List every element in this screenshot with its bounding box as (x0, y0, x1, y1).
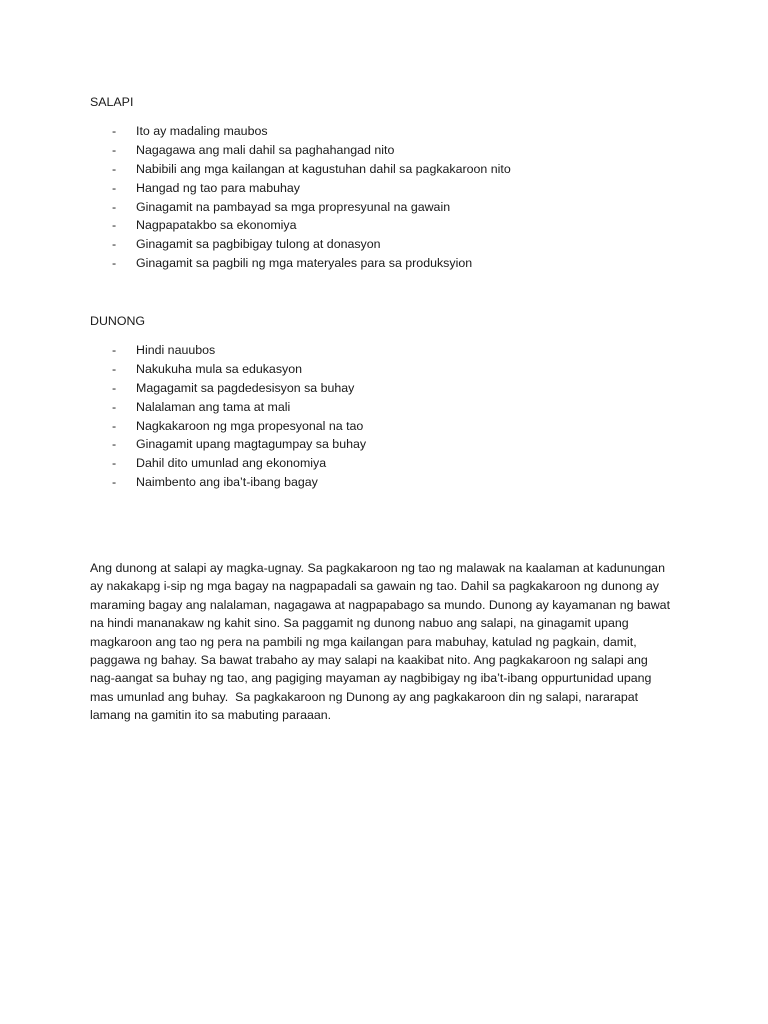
bullet-dash: - (112, 199, 117, 214)
bullet-dash: - (112, 124, 117, 138)
list-item-text: Hangad ng tao para mabuhay (136, 180, 300, 195)
list-item-text: Ginagamit upang magtagumpay sa buhay (136, 437, 367, 452)
paragraph-line: Ang dunong at salapi ay magka-ugnay. Sa pagkakaroon ng tao ng malawak na kaalaman at kadunungan (90, 561, 665, 575)
bullet-dash: - (112, 180, 117, 195)
list-item-text: Nagagawa ang mali dahil sa paghahangad nito (136, 142, 395, 157)
paragraph-line: magkaroon ang tao ng pera na pambili ng mga kailangan para mabuhay, katulad ng pagkain, damit, (90, 634, 637, 649)
bullet-dash: - (112, 380, 117, 395)
list-item-text: Nagpapatakbo sa ekonomiya (136, 218, 297, 233)
paragraph-line: paggawa ng bahay. Sa bawat trabaho ay may salapi na kaakibat nito. Ang pagkakaroon ng salapi ang (90, 652, 648, 667)
paragraph-line: nag-aangat sa buhay ng tao, ang pagiging mayaman ay nagbibigay ng iba’t-ibang oppurtunidad upang (90, 671, 652, 686)
paragraph-line: mas umunlad ang buhay. Sa pagkakaroon ng Dunong ay ang pagkakaroon din ng salapi, nararapat (90, 689, 639, 704)
list-item-text: Nabibili ang mga kailangan at kagustuhan dahil sa pagkakaroon nito (136, 161, 511, 176)
list-item-text: Nagkakaroon ng mga propesyonal na tao (136, 418, 364, 433)
paragraph-line: maraming bagay ang nalalaman, nagagawa at nagpapabago sa mundo. Dunong ay kayamanan ng bawat (90, 597, 671, 612)
dunong-heading: DUNONG (90, 314, 146, 328)
list-item-text: Nalalaman ang tama at mali (136, 399, 291, 414)
bullet-dash: - (112, 343, 117, 357)
bullet-dash: - (112, 418, 117, 433)
bullet-dash: - (112, 475, 117, 490)
bullet-dash: - (112, 161, 117, 176)
bullet-dash: - (112, 437, 117, 452)
paragraph-line: ay nakakapg i-sip ng mga bagay na nagpapadali sa gawain ng tao. Dahil sa pagkakaroon ng dunong ay (90, 579, 660, 594)
list-item-text: Naimbento ang iba’t-ibang bagay (136, 475, 318, 490)
bullet-dash: - (112, 399, 117, 414)
list-item-text: Dahil dito umunlad ang ekonomiya (136, 456, 327, 471)
salapi-heading: SALAPI (90, 95, 134, 109)
list-item-text: Ginagamit na pambayad sa mga propresyunal na gawain (136, 199, 451, 214)
bullet-dash: - (112, 361, 117, 376)
bullet-dash: - (112, 237, 117, 252)
paragraph-line: na hindi mananakaw ng kahit sino. Sa paggamit ng dunong nabuo ang salapi, na ginagamit upang (90, 616, 629, 631)
bullet-dash: - (112, 256, 117, 271)
list-item-text: Magagamit sa pagdedesisyon sa buhay (136, 380, 355, 395)
bullet-dash: - (112, 218, 117, 233)
list-item-text: Hindi nauubos (136, 343, 216, 357)
list-item-text: Ginagamit sa pagbibigay tulong at donasyon (136, 237, 381, 252)
body-paragraph (90, 559, 690, 725)
bullet-dash: - (112, 142, 117, 157)
paragraph-line: lamang na gamitin ito sa mabuting paraaan. (90, 708, 332, 723)
list-item-text: Ginagamit sa pagbili ng mga materyales para sa produksyion (136, 256, 473, 271)
list-item-text: Ito ay madaling maubos (136, 124, 268, 138)
bullet-dash: - (112, 456, 117, 471)
list-item-text: Nakukuha mula sa edukasyon (136, 361, 302, 376)
